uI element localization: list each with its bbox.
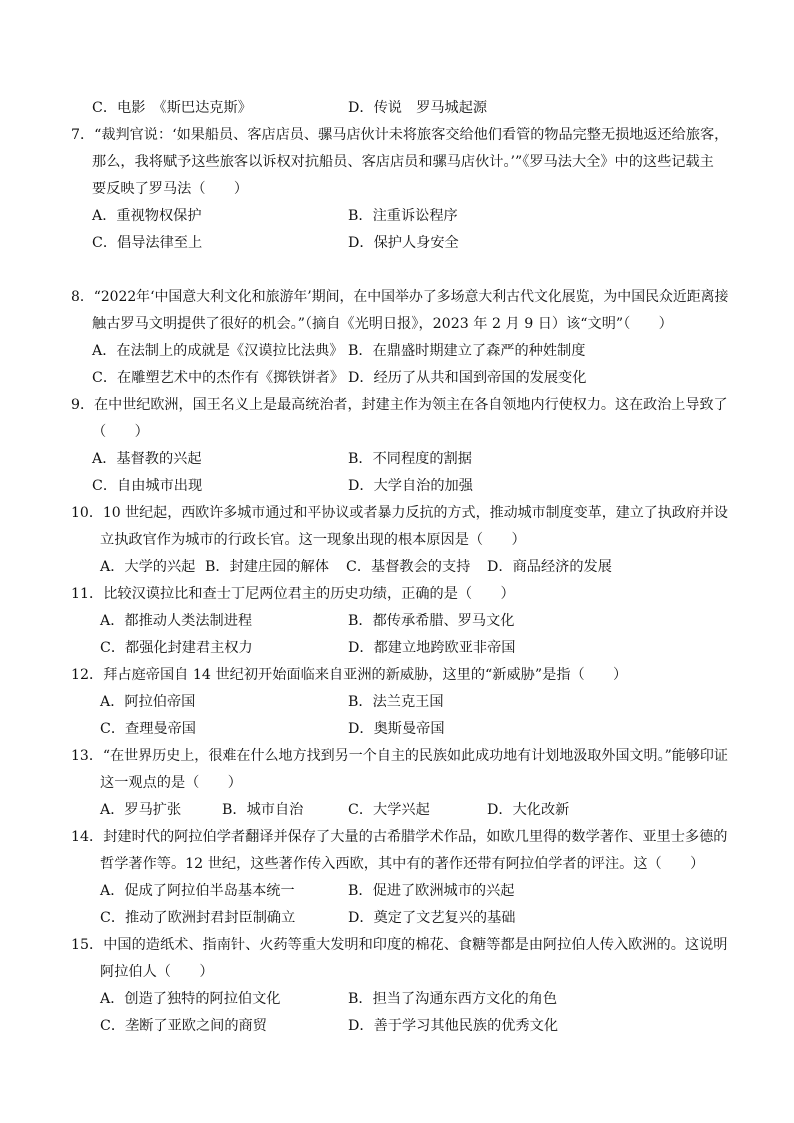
q9-option-b: B．不同程度的割据 <box>348 451 472 467</box>
q14-stem-line-1: 14．封建时代的阿拉伯学者翻译并保存了大量的古希腊学术作品，如欧几里得的数学著作、亚里士多德的 <box>71 829 728 845</box>
q11-option-a: A．都推动人类法制进程 <box>100 613 253 629</box>
q15-option-a: A．创造了独特的阿拉伯文化 <box>100 991 281 1007</box>
q7-stem-line-1: 7．“裁判官说：‘如果船员、客店店员、骡马店伙计未将旅客交给他们看管的物品完整无损地返还给旅客， <box>71 127 729 143</box>
q15-option-c: C．垄断了亚欧之间的商贸 <box>100 1018 267 1034</box>
q11-option-c: C．都强化封建君主权力 <box>100 640 253 656</box>
q13-stem-line-1: 13．“在世界历史上，很难在什么地方找到另一个自主的民族如此成功地有计划地汲取外国文明。”能够印证 <box>71 748 728 764</box>
q10-option-d: D．商品经济的发展 <box>487 559 612 575</box>
q14-option-b: B．促进了欧洲城市的兴起 <box>348 883 515 899</box>
q9-option-c: C．自由城市出现 <box>92 478 203 494</box>
q10-option-a: A．大学的兴起 <box>100 559 196 575</box>
q8-option-d: D．经历了从共和国到帝国的发展变化 <box>348 370 587 386</box>
q13-option-d: D．大化改新 <box>487 802 570 818</box>
q8-option-a: A．在法制上的成就是《汉谟拉比法典》 <box>92 343 344 359</box>
q13-option-a: A．罗马扩张 <box>100 802 182 818</box>
q15-option-b: B．担当了沟通东西方文化的角色 <box>348 991 558 1007</box>
q8-option-c: C．在雕塑艺术中的杰作有《掷铁饼者》 <box>92 370 345 386</box>
q11-option-b: B．都传承希腊、罗马文化 <box>348 613 515 629</box>
q14-stem-line-2: 哲学著作等。12 世纪，这些著作传入西欧，其中有的著作还带有阿拉伯学者的评注。这（ ） <box>100 856 705 872</box>
q12-option-b: B．法兰克王国 <box>348 694 444 710</box>
q11-option-d: D．都建立地跨欧亚非帝国 <box>348 640 516 656</box>
q13-option-c: C．大学兴起 <box>348 802 430 818</box>
q10-option-b: B．封建庄园的解体 <box>205 559 329 575</box>
q12-option-a: A．阿拉伯帝国 <box>100 694 196 710</box>
q7-option-b: B．注重诉讼程序 <box>348 208 458 224</box>
q7-option-d: D．保护人身安全 <box>348 235 459 251</box>
q8-stem-line-2: 触古罗马文明提供了很好的机会。”（摘自《光明日报》，2023 年 2 月 9 日）该“文明”（ ） <box>92 316 673 332</box>
q6-option-d: D．传说 罗马城起源 <box>348 100 488 116</box>
q11-stem-line-1: 11．比较汉谟拉比和查士丁尼两位君主的历史功绩，正确的是（ ） <box>71 586 515 602</box>
q10-option-c: C．基督教会的支持 <box>346 559 471 575</box>
q7-option-a: A．重视物权保护 <box>92 208 202 224</box>
q15-option-d: D．善于学习其他民族的优秀文化 <box>348 1018 559 1034</box>
q8-stem-line-1: 8．“2022年‘中国意大利文化和旅游年’期间，在中国举办了多场意大利古代文化展览，为中国民众近距离接 <box>71 289 729 305</box>
q6-option-c: C．电影 《斯巴达克斯》 <box>92 100 252 116</box>
q15-stem-line-2: 阿拉伯人（ ） <box>100 964 214 980</box>
q13-option-b: B．城市自治 <box>222 802 304 818</box>
q14-option-c: C．推动了欧洲封君封臣制确立 <box>100 910 296 926</box>
q9-stem-line-2: （ ） <box>92 424 149 440</box>
q15-stem-line-1: 15．中国的造纸术、指南针、火药等重大发明和印度的棉花、食糖等都是由阿拉伯人传入欧洲的。这说明 <box>71 937 728 953</box>
q9-stem-line-1: 9．在中世纪欧洲，国王名义上是最高统治者，封建主作为领主在各自领地内行使权力。这在政治上导致了 <box>71 397 728 413</box>
q9-option-a: A．基督教的兴起 <box>92 451 202 467</box>
q13-stem-line-2: 这一观点的是（ ） <box>100 775 242 791</box>
q12-option-d: D．奥斯曼帝国 <box>348 721 445 737</box>
q10-stem-line-1: 10．10 世纪起，西欧许多城市通过和平协议或者暴力反抗的方式，推动城市制度变革，建立了执政府并设 <box>71 505 728 521</box>
q10-stem-line-2: 立执政官作为城市的行政长官。这一现象出现的根本原因是（ ） <box>100 532 526 548</box>
q7-stem-line-2: 那么，我将赋予这些旅客以诉权对抗船员、客店店员和骡马店伙计。’”《罗马法大全》中的这些记载主 <box>92 154 714 170</box>
q9-option-d: D．大学自治的加强 <box>348 478 473 494</box>
q14-option-a: A．促成了阿拉伯半岛基本统一 <box>100 883 295 899</box>
q14-option-d: D．奠定了文艺复兴的基础 <box>348 910 516 926</box>
q12-stem-line-1: 12．拜占庭帝国自 14 世纪初开始面临来自亚洲的新威胁，这里的“新威胁”是指（ ） <box>71 667 628 683</box>
q7-stem-line-3: 要反映了罗马法（ ） <box>92 181 249 197</box>
q8-option-b: B．在鼎盛时期建立了森严的种姓制度 <box>348 343 586 359</box>
q12-option-c: C．查理曼帝国 <box>100 721 196 737</box>
q7-option-c: C．倡导法律至上 <box>92 235 203 251</box>
